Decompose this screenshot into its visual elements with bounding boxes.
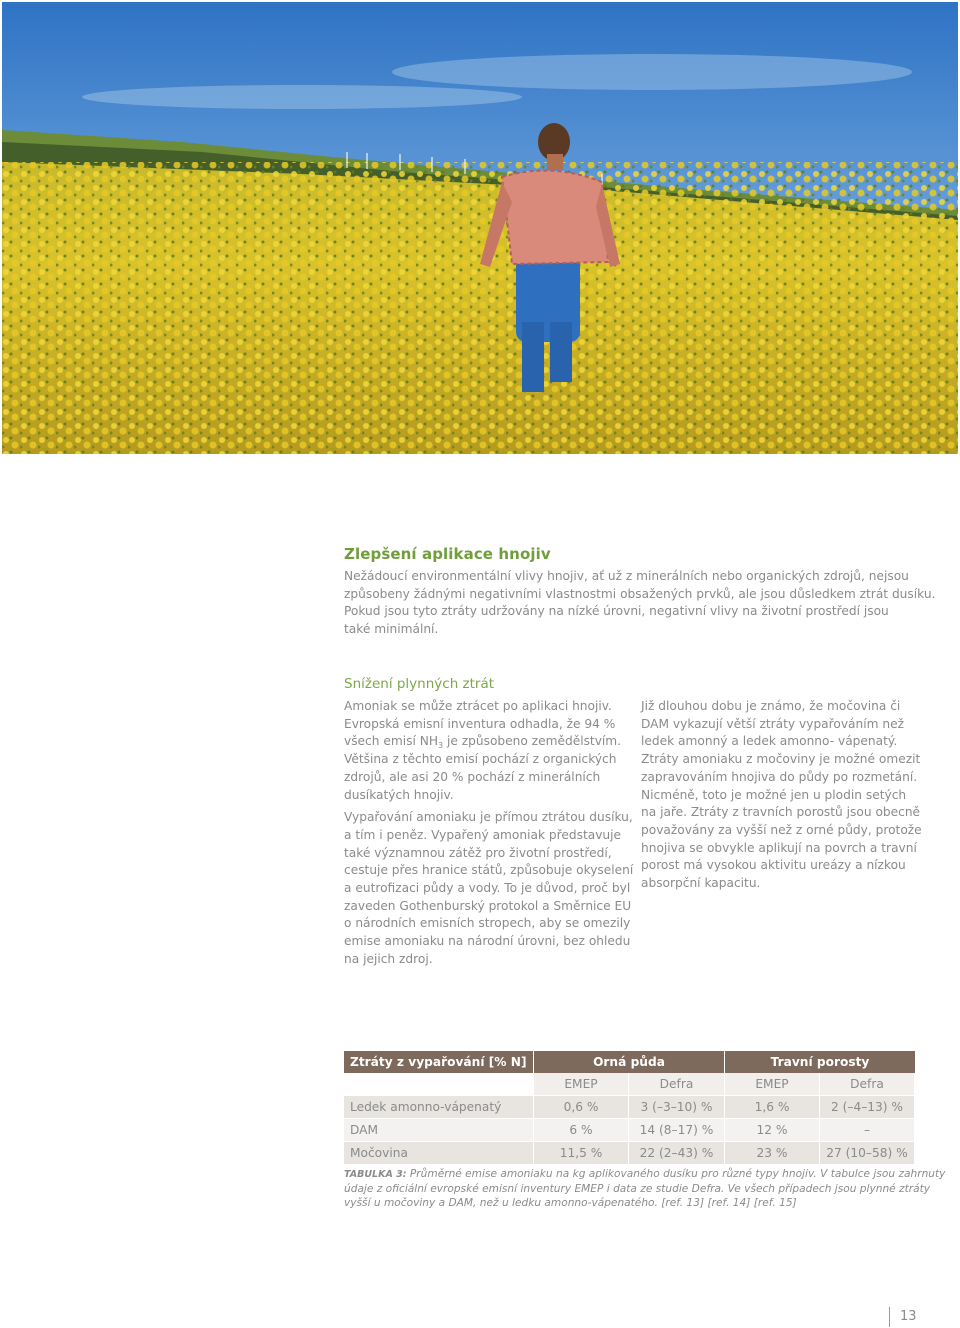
table-cell: 23 % bbox=[725, 1141, 820, 1164]
caption-text: Průměrné emise amoniaku na kg aplikovaného dusíku pro různé typy hnojiv. V tabulce jsou zahrnuty bbox=[406, 1168, 946, 1180]
table-cell: – bbox=[820, 1118, 915, 1141]
table-cell: Močovina bbox=[344, 1141, 534, 1164]
table-subheader-cell: Defra bbox=[629, 1073, 725, 1095]
text-line: ledek amonný a ledek amonno- vápenatý. bbox=[641, 734, 898, 749]
table-cell: 6 % bbox=[534, 1118, 629, 1141]
table-cell: DAM bbox=[344, 1118, 534, 1141]
farmer-in-field-photo bbox=[2, 2, 958, 454]
section-title: Zlepšení aplikace hnojiv bbox=[344, 545, 551, 563]
header-photo bbox=[2, 2, 958, 454]
page-number: 13 bbox=[889, 1307, 917, 1327]
caption-line bbox=[344, 1167, 946, 1182]
table-header-cell: Orná půda bbox=[534, 1051, 725, 1073]
table-cell: 3 (–3–10) % bbox=[629, 1095, 725, 1118]
intro-line: Pokud jsou tyto ztráty udržovány na nízké úrovni, negativní vlivy na životní prostředí jsou bbox=[344, 604, 889, 619]
subsection-title: Snížení plynných ztrát bbox=[344, 676, 495, 692]
text-line: cestuje přes hranice států, způsobuje okyselení bbox=[344, 863, 634, 878]
text-line: absorpční kapacitu. bbox=[641, 876, 761, 891]
left-paragraph-1 bbox=[344, 698, 630, 804]
table-cell: 2 (–4–13) % bbox=[820, 1095, 915, 1118]
text-line: Evropská emisní inventura odhadla, že 94 % bbox=[344, 716, 616, 731]
intro-line: Nežádoucí environmentální vlivy hnojiv, ať už z minerálních nebo organických zdrojů, nejsou bbox=[344, 569, 909, 583]
text-line: Již dlouhou dobu je známo, že močovina či bbox=[641, 699, 901, 713]
text-line: hnojiva se obvykle aplikují na povrch a travní bbox=[641, 840, 917, 855]
text-line: na jaře. Ztráty z travních porostů jsou obecně bbox=[641, 805, 921, 820]
right-paragraph-1 bbox=[641, 698, 927, 893]
text-line: emise amoniaku na národní úrovni, bez ohledu bbox=[344, 934, 631, 949]
intro-line: způsobeny žádnými negativními vlastnostmi obsažených prvků, ale jsou důsledkem ztrát dusíku. bbox=[344, 586, 936, 601]
table-subheader-cell bbox=[344, 1073, 534, 1095]
table-cell: Ledek amonno-vápenatý bbox=[344, 1095, 534, 1118]
text-line: považovány za vyšší než z orné půdy, protože bbox=[641, 822, 922, 837]
text-line bbox=[344, 733, 630, 751]
table-subheader-cell: EMEP bbox=[725, 1073, 820, 1095]
caption-line: vyšší u močoviny a DAM, než u ledku amonno-vápenatého. [ref. 13] [ref. 14] [ref. 15] bbox=[344, 1197, 797, 1209]
table-cell: 12 % bbox=[725, 1118, 820, 1141]
text-line: Ztráty amoniaku z močoviny je možné omezit bbox=[641, 752, 921, 767]
text-segment: je způsobeno zemědělstvím. bbox=[443, 734, 622, 749]
text-line: dusíkatých hnojiv. bbox=[344, 787, 454, 802]
text-line: zapravováním hnojiva do půdy po rozmetání. bbox=[641, 769, 918, 784]
left-column bbox=[344, 698, 634, 974]
table-subheader-cell: Defra bbox=[820, 1073, 915, 1095]
caption-line: údaje z oficiální evropské emisní inventury EMEP i data ze studie Defra. Ve všech případech jsou plynné ztráty bbox=[344, 1183, 931, 1195]
text-line: Vypařování amoniaku je přímou ztrátou dusíku, bbox=[344, 810, 633, 825]
text-line: také významnou zátěž pro životní prostředí, bbox=[344, 845, 612, 860]
table-cell: 0,6 % bbox=[534, 1095, 629, 1118]
table-caption bbox=[344, 1167, 946, 1210]
text-line: porost má vysokou aktivitu ureázy a nízkou bbox=[641, 858, 906, 873]
table-cell: 1,6 % bbox=[725, 1095, 820, 1118]
section-intro bbox=[344, 568, 936, 638]
text-line: a eutrofizaci půdy a vody. To je důvod, proč byl bbox=[344, 881, 631, 896]
subscript: 3 bbox=[438, 741, 444, 751]
text-segment: všech emisí NH bbox=[344, 734, 439, 749]
table-cell: 11,5 % bbox=[534, 1141, 629, 1164]
text-line: na jejich zdroj. bbox=[344, 951, 433, 966]
text-line: a tím i peněz. Vypařený amoniak představuje bbox=[344, 827, 622, 842]
text-line: zdrojů, ale asi 20 % pochází z minerálních bbox=[344, 769, 601, 784]
table-header-cell: Ztráty z vypařování [% N] bbox=[344, 1051, 534, 1073]
text-line: Amoniak se může ztrácet po aplikaci hnojiv. bbox=[344, 699, 612, 713]
table-cell: 27 (10–58) % bbox=[820, 1141, 915, 1164]
table-subheader-cell: EMEP bbox=[534, 1073, 629, 1095]
table-subheader-row bbox=[344, 1073, 915, 1095]
table-cell: 22 (2–43) % bbox=[629, 1141, 725, 1164]
text-line: o národních emisních stropech, aby se omezily bbox=[344, 916, 631, 931]
text-line: DAM vykazují větší ztráty vypařováním než bbox=[641, 716, 905, 731]
table-row bbox=[344, 1141, 915, 1164]
text-line: Většina z těchto emisí pochází z organických bbox=[344, 752, 617, 767]
table-row bbox=[344, 1118, 915, 1141]
text-line: zaveden Gothenburský protokol a Směrnice EU bbox=[344, 898, 632, 913]
table-row bbox=[344, 1095, 915, 1118]
ammonia-loss-table bbox=[344, 1051, 915, 1164]
table-header-cell: Travní porosty bbox=[725, 1051, 915, 1073]
text-line: Nicméně, toto je možné jen u plodin setých bbox=[641, 787, 907, 802]
table-cell: 14 (8–17) % bbox=[629, 1118, 725, 1141]
caption-tag: TABULKA 3: bbox=[344, 1169, 407, 1180]
right-column bbox=[641, 698, 927, 898]
table-header-row bbox=[344, 1051, 915, 1073]
intro-line: také minimální. bbox=[344, 621, 439, 636]
left-paragraph-2 bbox=[344, 809, 634, 968]
